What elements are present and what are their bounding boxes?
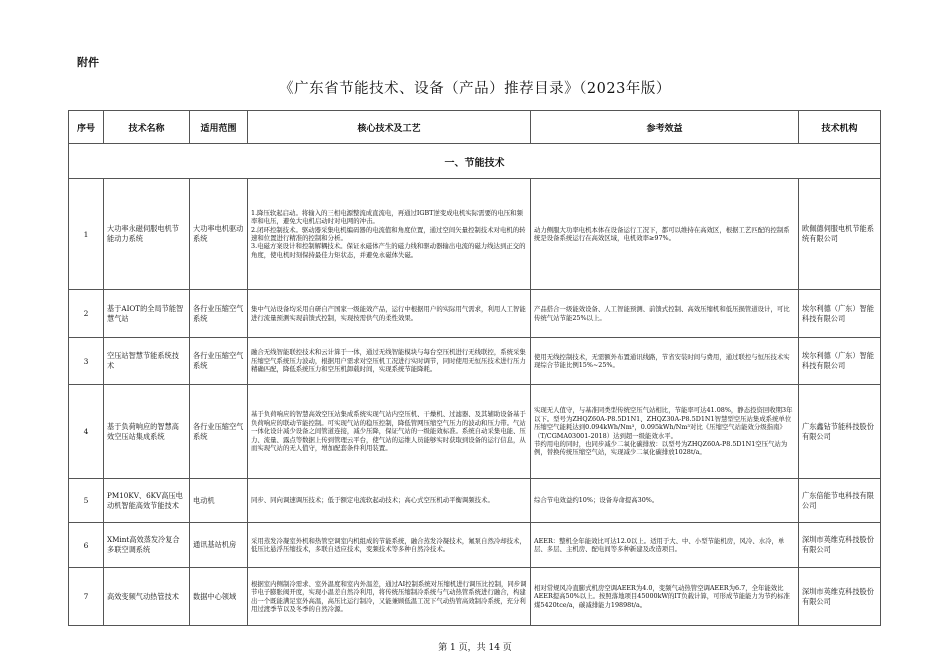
row-number: 2	[69, 290, 104, 338]
benefit: AEER：整机全年能效比可达12.0以上。适用于大、中、小型节能机房，风冷、水冷，单层、多层、主机房、配电间等多种新建及改造项目。	[531, 523, 799, 568]
table-row	[69, 338, 881, 385]
table-header-row	[69, 111, 881, 144]
benefit: 相对常规风冷直膨式机房空调AEER为4.0，变频气动热管空调AEER为6.7，全年能效比AEER提高50%以上。按照落地项目45000kW的IT负载计算，可形成节能能力为节约标准煤5420tce/a，碳减排能力19898t/a。	[531, 568, 799, 626]
tech-name: XMint高效蒸发冷复合多联空调系统	[104, 523, 190, 568]
annex-label: 附件	[77, 56, 99, 69]
table-row	[69, 290, 881, 338]
core-tech: 基于负荷响应的智慧高效空压站集成系统实现气站内空压机、干燥机、过滤器、及其辅助设备基于负荷响应的联动节能控制。可实现气站的稳压控制，降低管网压缩空气压力的波动和压力带。气站一体化设计减少设备之间管道连接，减少压降，保证气站的一级能效标准。系统自动采集电能、压力、流量、露点等数据上传到管理云平台，使气站的运维人员能够实时获取到设备的运行信息，从而实现气站的无人值守，增加配套条件利用装置。	[248, 385, 531, 479]
section-row	[69, 144, 881, 179]
core-tech: 根据室内侧制冷需求、室外温度和室内外温差，通过AI控制系统对压缩机进行调压比控制，同步调节电子膨胀阀开度，实现小温差自然冷利用，将传统压缩制冷系统与气动热管系统进行融合，构建出一个既能满足室外高温，高压比运行制冷，又能兼顾低温工况下气动热管高效制冷系统，充分利用过渡季节以及冬季的自然冷源。	[248, 568, 531, 626]
row-number: 3	[69, 338, 104, 385]
row-number: 6	[69, 523, 104, 568]
table-row	[69, 568, 881, 626]
organization: 深圳市英维克科技股份有限公司	[799, 568, 881, 626]
tech-name: PM10KV、6KV高压电动机智能高效节能技术	[104, 479, 190, 523]
core-tech: 集中气站设备均采用自研自产国家一级能效产品，运行中根据用户的实际用气需求，利用人工智能进行流量预测实现前馈式控制，实现按需供气的柔性效果。	[248, 290, 531, 338]
benefit: 实现无人值守，与基准同类型传统空压气站相比，节能率可达41.08%，静态投资回收期3年以下。型号为ZHQZ60A-P8.5D1N1、ZHQZ30A-P8.5D1N1智慧型空压站集成系统单位压缩空气能耗达到0.094kWh/Nm³，0.095kWh/Nm³对比《压缩空气站能效分级指南》（T/CGMA03001-2018）达到超一级能效水平。 节约用电的同时，也同步减少二氧化碳排放：以型号为ZHQZ60A-P8.5D1N1空压气站为例，替换传统压缩空气站，实现减少二氧化碳排放1028t/a。	[531, 385, 799, 479]
header-benefit: 参考效益	[531, 111, 799, 144]
core-tech: 融合无线智能联控技术和云计算于一体，通过无线智能模块与每台空压机进行无线联控，系统采集压缩空气系统压力波动，根据用户需求对空压机工况进行实时调节，同时使用无恒压技术进行压力精确匹配，降低系统压力和空压机卸载时间，实现系统节能降耗。	[248, 338, 531, 385]
benefit: 动力侧服大功率电机本体在设备运行工况下，都可以维持在高效区，根据工艺匹配的控制系统是设备系统运行在高效区域，电机效率≥97%。	[531, 179, 799, 290]
scope: 各行业压缩空气系统	[190, 385, 248, 479]
document-title: 《广东省节能技术、设备（产品）推荐目录》（2023年版）	[279, 81, 671, 97]
tech-name: 空压站智慧节能系统技术	[104, 338, 190, 385]
core-tech: 同步、同向调速调压技术；低于额定电流软起动技术；高心式空压机动平衡调频技术。	[248, 479, 531, 523]
table-row	[69, 479, 881, 523]
organization: 埃尔利德（广东）智能科技有限公司	[799, 338, 881, 385]
organization: 广东倍能节电科技有限公司	[799, 479, 881, 523]
scope: 电动机	[190, 479, 248, 523]
tech-name: 大功率永磁伺服电机节能动力系统	[104, 179, 190, 290]
tech-name: 基于负荷响应的智慧高效空压站集成系统	[104, 385, 190, 479]
table-row	[69, 179, 881, 290]
organization: 深圳市英维克科技股份有限公司	[799, 523, 881, 568]
row-number: 1	[69, 179, 104, 290]
header-core-tech: 核心技术及工艺	[248, 111, 531, 144]
table-row	[69, 523, 881, 568]
organization: 欧佩德伺服电机节能系统有限公司	[799, 179, 881, 290]
section-title: 一、节能技术	[69, 144, 881, 179]
row-number: 7	[69, 568, 104, 626]
organization: 广东鑫钻节能科技股份有限公司	[799, 385, 881, 479]
core-tech: 采用蒸发冷凝室外机和热管空调室内机组成的节能系统，融合蒸发冷凝技术，氟泵自然冷却技术，低压比悬浮压缩技术，多联自适应技术，变频技术等多种自然冷技术。	[248, 523, 531, 568]
benefit: 综合节电效益约10%；设备寿命提高30%。	[531, 479, 799, 523]
header-scope: 适用范围	[190, 111, 248, 144]
header-no: 序号	[69, 111, 104, 144]
tech-name: 基于AIOT的全局节能智慧气站	[104, 290, 190, 338]
scope: 数据中心领域	[190, 568, 248, 626]
benefit: 使用无线控制技术，无需额外布置通讯线路，节省安装时间与费用，通过联控与恒压技术实现综合节能比例15%~25%。	[531, 338, 799, 385]
scope: 通讯基站机房	[190, 523, 248, 568]
header-name: 技术名称	[104, 111, 190, 144]
scope: 大功率电机驱动系统	[190, 179, 248, 290]
table-row	[69, 385, 881, 479]
scope: 各行业压缩空气系统	[190, 290, 248, 338]
benefit: 产品搭合一级能效设备、人工智能预测、前馈式控制、高效压缩机和低压损管道设计，可比传统气站节能25%以上。	[531, 290, 799, 338]
header-org: 技术机构	[799, 111, 881, 144]
recommendation-table	[68, 110, 881, 626]
scope: 各行业压缩空气系统	[190, 338, 248, 385]
row-number: 5	[69, 479, 104, 523]
tech-name: 高效变频气动热管技术	[104, 568, 190, 626]
organization: 埃尔利德（广东）智能科技有限公司	[799, 290, 881, 338]
row-number: 4	[69, 385, 104, 479]
page-footer: 第 1 页，共 14 页	[438, 643, 512, 653]
core-tech: 1.降压软起启动。将输入的三相电源整流成直流电，再通过IGBT逆变成电机实际需要的电压和频率和电压，避免大电机启动时对电网的冲击。 2.闭环控制技术。驱动器采集电机编码器的电流值和角度位置，通过空间矢量控制技术对电机的转速和位置进行精准的控制和分析。 3.电磁方案设计和控制解耦技术。保证永磁体产生的磁力线和驱动器输出电流的磁力线达到正交的角度，使电机时刻保持最佳力矩状态，并避免永磁体失磁。	[248, 179, 531, 290]
